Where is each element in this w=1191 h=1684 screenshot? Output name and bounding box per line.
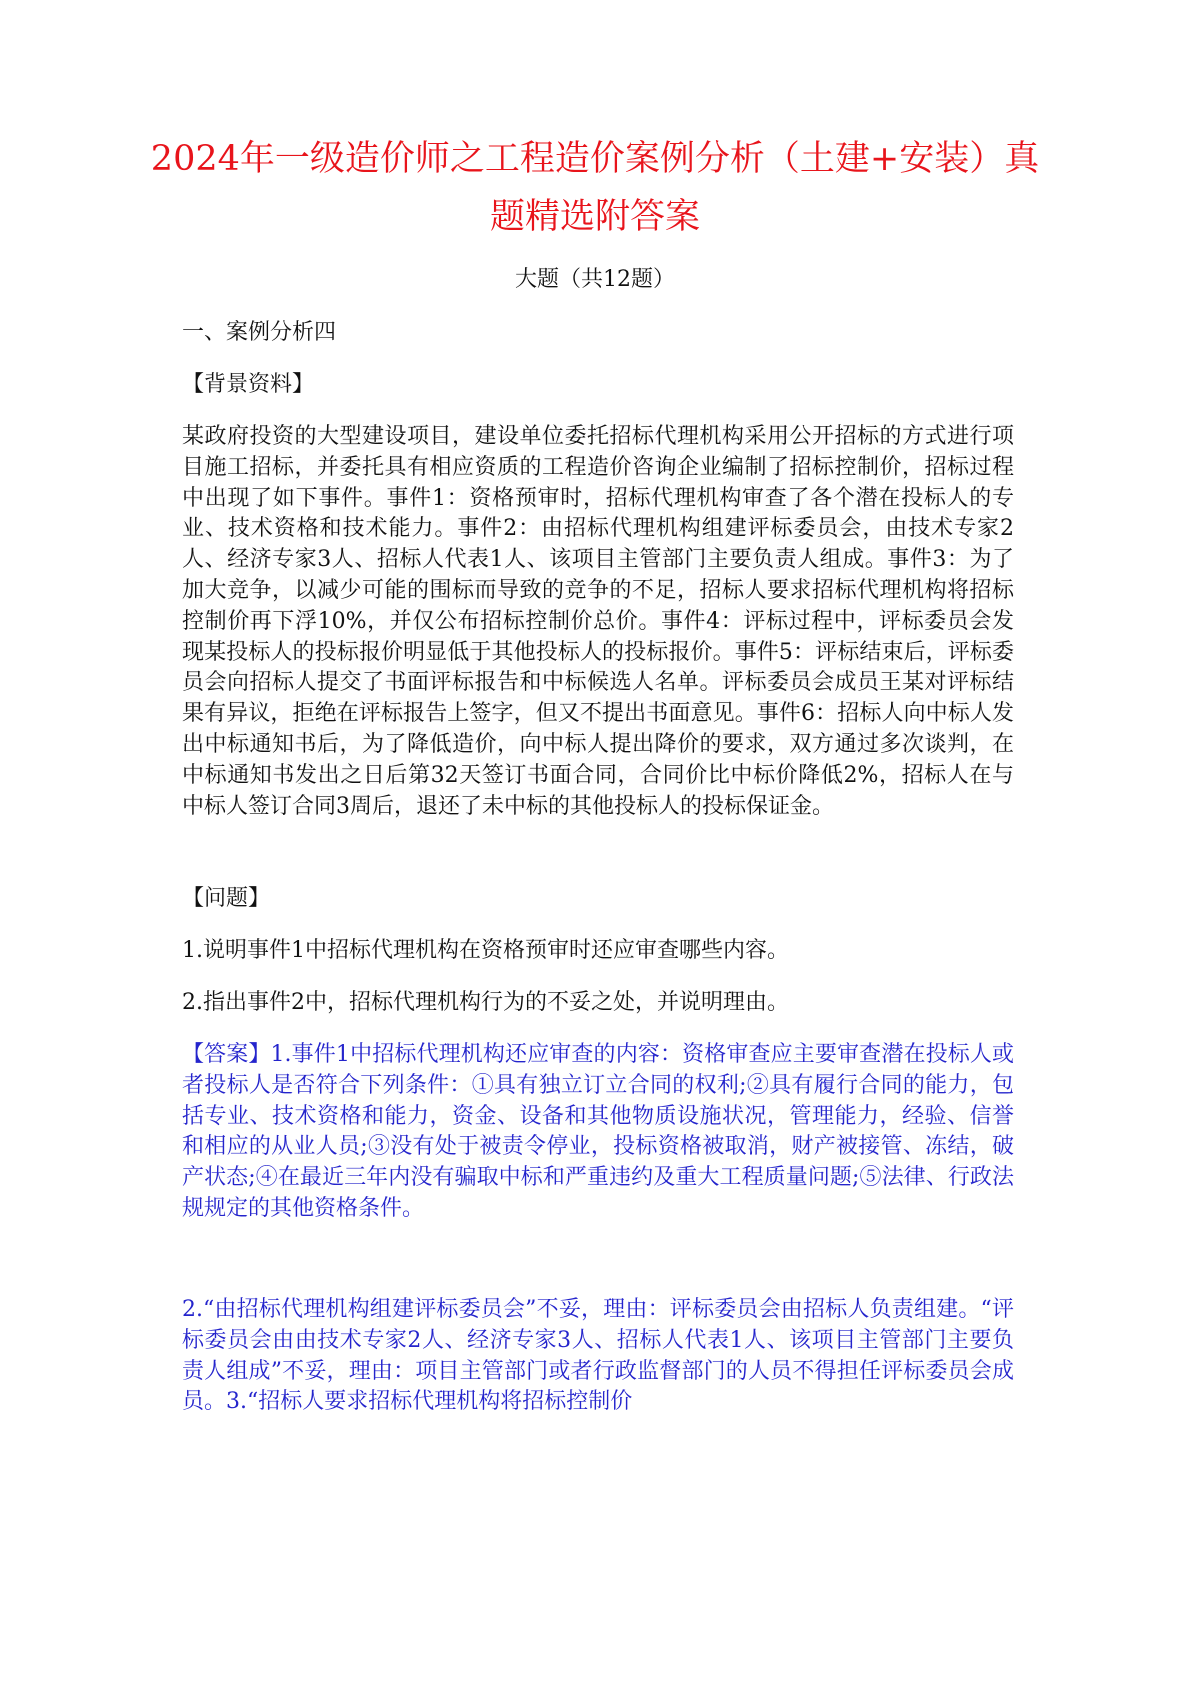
document-title: 2024年一级造价师之工程造价案例分析（土建+安装）真题精选附答案 [150, 139, 1040, 237]
document-subtitle: 大题（共12题） [515, 267, 675, 292]
question-2: 2.指出事件2中，招标代理机构行为的不妥之处，并说明理由。 [182, 990, 789, 1015]
answer-2: 2.“由招标代理机构组建评标委员会”不妥，理由：评标委员会由招标人负责组建。“评标委员会由由技术专家2人、经济专家3人、招标人代表1人、该项目主管部门主要负责人组成”不妥，理由：项目主管部门或者行政监督部门的人员不得担任评标委员会成员。3.“招标人要求招标代理机构将招标控制价 [182, 1297, 1014, 1415]
question-1: 1.说明事件1中招标代理机构在资格预审时还应审查哪些内容。 [182, 938, 789, 963]
section-heading: 一、案例分析四 [182, 320, 337, 345]
background-text: 某政府投资的大型建设项目，建设单位委托招标代理机构采用公开招标的方式进行项目施工招标，并委托具有相应资质的工程造价咨询企业编制了招标控制价，招标过程中出现了如下事件。事件1：资格预审时，招标代理机构审查了各个潜在投标人的专业、技术资格和技术能力。事件2：由招标代理机构组建评标委员会，由技术专家2人、经济专家3人、招标人代表1人、该项目主管部门主要负责人组成。事件3：为了加大竞争，以减少可能的围标而导致的竞争的不足，招标人要求招标代理机构将招标控制价再下浮10%，并仅公布招标控制价总价。事件4：评标过程中，评标委员会发现某投标人的投标报价明显低于其他投标人的投标报价。事件5：评标结束后，评标委员会向招标人提交了书面评标报告和中标候选人名单。评标委员会成员王某对评标结果有异议，拒绝在评标报告上签字，但又不提出书面意见。事件6：招标人向中标人发出中标通知书后，为了降低造价，向中标人提出降价的要求，双方通过多次谈判，在中标通知书发出之日后第32天签订书面合同，合同价比中标价降低2%，招标人在与中标人签订合同3周后，退还了未中标的其他投标人的投标保证金。 [182, 424, 1014, 819]
background-label: 【背景资料】 [182, 372, 315, 397]
answer-1: 【答案】1.事件1中招标代理机构还应审查的内容：资格审查应主要审查潜在投标人或者投标人是否符合下列条件：①具有独立订立合同的权利;②具有履行合同的能力，包括专业、技术资格和能力，资金、设备和其他物质设施状况，管理能力，经验、信誉和相应的从业人员;③没有处于被责令停业，投标资格被取消，财产被接管、冻结，破产状态;④在最近三年内没有骗取中标和严重违约及重大工程质量问题;⑤法律、行政法规规定的其他资格条件。 [182, 1042, 1014, 1221]
question-label: 【问题】 [182, 886, 271, 911]
